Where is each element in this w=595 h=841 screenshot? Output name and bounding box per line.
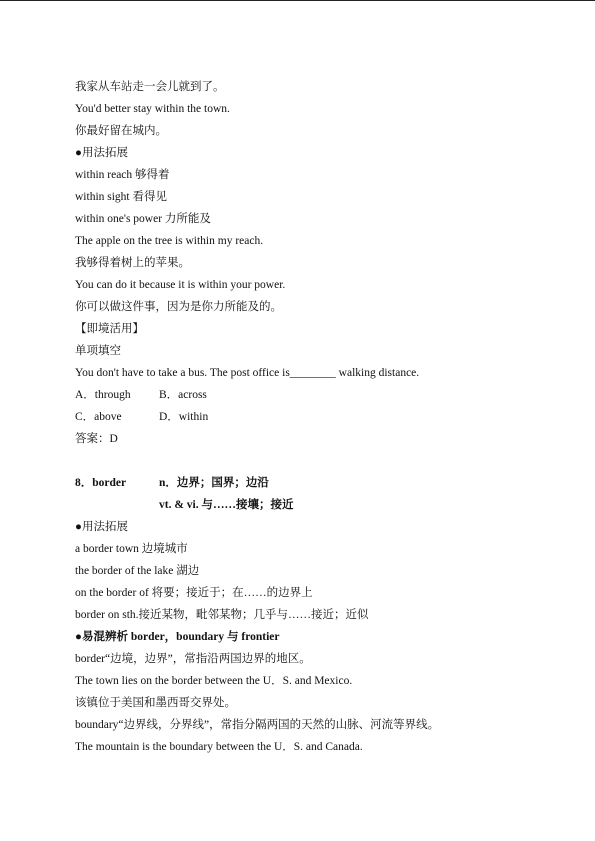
usage-heading: ●用法拓展	[75, 147, 128, 159]
options-row-1	[75, 384, 555, 406]
word-number: 8．border	[75, 477, 127, 489]
example-zh: 我够得着树上的苹果。	[75, 257, 190, 269]
practice-question: You don't have to take a bus. The post office is________ walking distance.	[75, 367, 420, 379]
phrase-item: on the border of 将要；接近于；在……的边界上	[75, 587, 313, 599]
border-description: border“边境，边界”，常指沿两国边界的地区。	[75, 653, 311, 665]
option-a: A．through	[75, 389, 131, 401]
example-en: The mountain is the boundary between the U．S. and Canada.	[75, 741, 363, 753]
option-d: D．within	[159, 411, 209, 423]
example-zh: 你最好留在城内。	[75, 125, 167, 137]
confusion-heading: ●易混辨析 border，boundary 与 frontier	[75, 631, 280, 643]
word-definition-verb: vt. & vi. 与……接壤；接近	[159, 499, 294, 511]
practice-title: 【即境活用】	[75, 323, 144, 335]
example-en: You can do it because it is within your power.	[75, 279, 286, 291]
boundary-description: boundary“边界线，分界线”，常指分隔两国的天然的山脉、河流等界线。	[75, 719, 440, 731]
phrase-item: within one's power 力所能及	[75, 213, 211, 225]
example-zh: 该镇位于美国和墨西哥交界处。	[75, 697, 236, 709]
practice-type: 单项填空	[75, 345, 121, 357]
example-en: The apple on the tree is within my reach.	[75, 235, 264, 247]
example-en: The town lies on the border between the U．S. and Mexico.	[75, 675, 353, 687]
phrase-item: border on sth.接近某物，毗邻某物；几乎与……接近；近似	[75, 609, 369, 621]
example-zh: 你可以做这件事，因为是你力所能及的。	[75, 301, 282, 313]
section-gap	[75, 450, 555, 472]
example-zh: 我家从车站走一会儿就到了。	[75, 81, 225, 93]
options-row-2	[75, 406, 555, 428]
phrase-item: a border town 边境城市	[75, 543, 188, 555]
page-top-rule	[0, 0, 595, 1]
word-entry-heading	[75, 472, 555, 494]
usage-heading: ●用法拓展	[75, 521, 128, 533]
option-c: C．above	[75, 411, 122, 423]
word-definition-noun: n．边界；国界；边沿	[159, 477, 269, 489]
answer: 答案：D	[75, 433, 118, 445]
phrase-item: within reach 够得着	[75, 169, 170, 181]
option-b: B．across	[159, 389, 207, 401]
example-en: You'd better stay within the town.	[75, 103, 230, 115]
phrase-item: within sight 看得见	[75, 191, 168, 203]
phrase-item: the border of the lake 湖边	[75, 565, 200, 577]
document-body	[75, 76, 555, 758]
